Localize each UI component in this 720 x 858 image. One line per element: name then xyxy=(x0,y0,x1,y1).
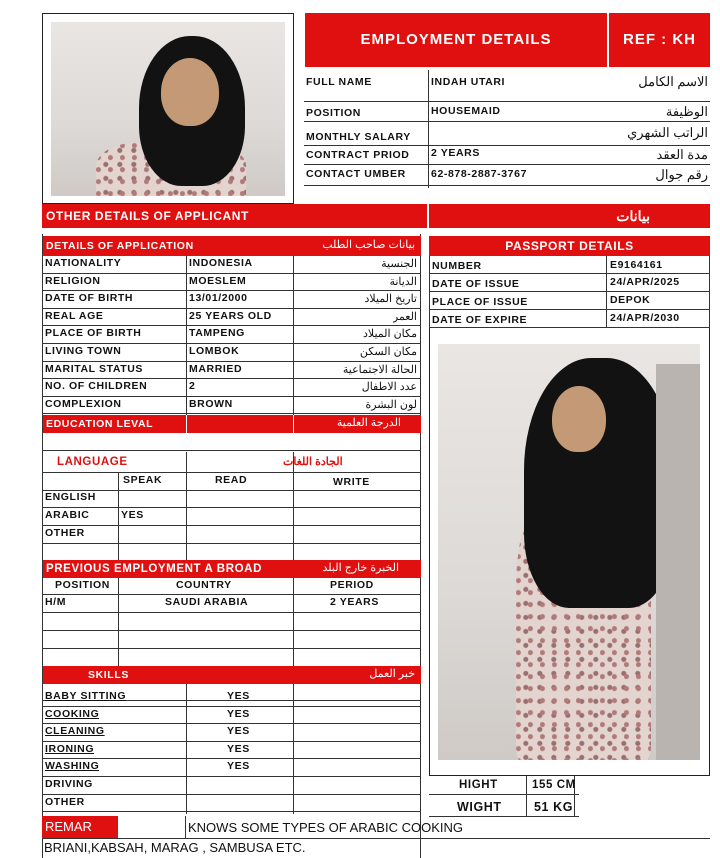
table-row: COMPLEXION BROWN لون البشرة xyxy=(43,397,421,415)
table-row: H/M SAUDI ARABIA 2 YEARS xyxy=(43,595,421,613)
table-row: ARABIC YES xyxy=(43,508,421,526)
table-row: CONTACT UMBER 62-878-2887-3767 رقم جوال xyxy=(304,165,710,186)
portrait-photo xyxy=(51,22,285,196)
education-row: EDUCATION LEVAL الدرجة العلمية xyxy=(43,415,421,433)
skills-table xyxy=(43,684,421,814)
table-row: IRONING YES xyxy=(43,742,421,760)
table-row: POSITION COUNTRY PERIOD xyxy=(43,578,421,595)
table-row: NUMBER E9164161 xyxy=(430,256,709,274)
table-row: RELIGION MOESLEM الديانة xyxy=(43,274,421,292)
table-row: REAL AGE 25 YEARS OLD العمر xyxy=(43,309,421,327)
table-row: DATE OF BIRTH 13/01/2000 تاريخ الميلاد xyxy=(43,291,421,309)
table-row: BABY SITTING YES xyxy=(43,689,421,707)
table-row: PLACE OF ISSUE DEPOK xyxy=(430,292,709,310)
table-row: WASHING YES xyxy=(43,759,421,777)
portrait-photo-frame xyxy=(42,13,294,204)
ref-badge: REF : KH xyxy=(609,13,710,67)
table-row: MONTHLY SALARY الراتب الشهري xyxy=(304,122,710,146)
other-details-bar: OTHER DETAILS OF APPLICANT xyxy=(42,204,427,228)
table-row: DATE OF ISSUE 24/APR/2025 xyxy=(430,274,709,292)
other-details-bar-ar: بيانات xyxy=(429,204,710,228)
table-row: OTHER xyxy=(43,795,421,813)
table-row: PLACE OF BIRTH TAMPENG مكان الميلاد xyxy=(43,326,421,344)
physical-table: HIGHT 155 CM WIGHT 51 KG xyxy=(429,776,710,818)
table-row: OTHER xyxy=(43,526,421,544)
skills-header: SKILLS خبر العمل xyxy=(43,666,421,684)
left-column xyxy=(42,234,421,858)
language-table: LANGUAGE الجادة اللغات SPEAK READ WRITE ENGLISH ARABIC YES OTHER xyxy=(43,452,421,562)
table-row: NO. OF CHILDREN 2 عدد الاطفال xyxy=(43,379,421,397)
table-row: NATIONALITY INDONESIA الجنسية xyxy=(43,256,421,274)
application-header: DETAILS OF APPLICATION بيانات صاحب الطلب xyxy=(43,236,421,256)
full-body-photo xyxy=(438,344,700,760)
table-row: POSITION HOUSEMAID الوظيفة xyxy=(304,102,710,122)
table-row: CONTRACT PRIOD 2 YEARS مدة العقد xyxy=(304,146,710,165)
remarks-label-box: REMAR xyxy=(42,816,118,838)
table-row: ENGLISH xyxy=(43,490,421,508)
remarks-line-1: KNOWS SOME TYPES OF ARABIC COOKING xyxy=(188,820,463,835)
remarks-line-2: BRIANI,KABSAH, MARAG , SAMBUSA ETC. xyxy=(44,840,306,855)
table-row xyxy=(43,613,421,631)
table-row xyxy=(43,631,421,649)
employment-details-header: EMPLOYMENT DETAILS xyxy=(305,13,607,67)
application-table xyxy=(43,256,421,416)
table-row: FULL NAME INDAH UTARI الاسم الكامل xyxy=(304,70,710,102)
personal-table xyxy=(304,70,710,188)
remarks-section xyxy=(42,816,710,857)
table-row xyxy=(43,649,421,667)
full-body-photo-frame xyxy=(429,328,710,776)
table-row: LIVING TOWN LOMBOK مكان السكن xyxy=(43,344,421,362)
table-row: DRIVING xyxy=(43,777,421,795)
passport-table xyxy=(429,256,710,328)
previous-employment-header: PREVIOUS EMPLOYMENT A BROAD الخبرة خارج البلد xyxy=(43,560,421,578)
table-row: DATE OF EXPIRE 24/APR/2030 xyxy=(430,310,709,328)
table-row: CLEANING YES xyxy=(43,724,421,742)
passport-header: PASSPORT DETAILS xyxy=(429,236,710,256)
table-row: MARITAL STATUS MARRIED الحالة الاجتماعية xyxy=(43,362,421,380)
table-row: COOKING YES xyxy=(43,707,421,725)
previous-employment-table xyxy=(43,578,421,668)
